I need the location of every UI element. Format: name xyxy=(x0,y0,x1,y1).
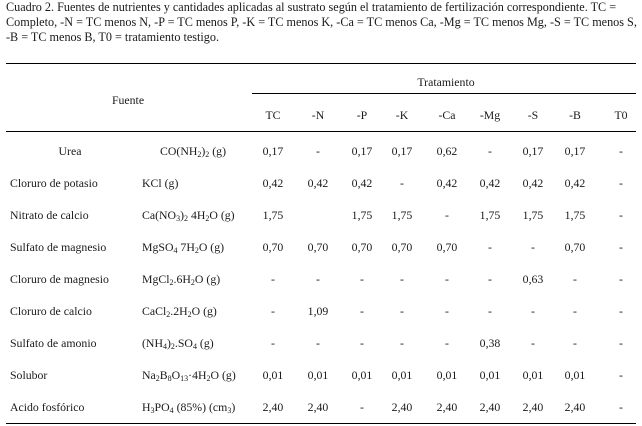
value-cell: 0,70 xyxy=(564,240,586,254)
fuente-header: Fuente xyxy=(111,93,145,107)
value-cell: - xyxy=(619,400,623,414)
value-cell: - xyxy=(531,240,535,254)
value-cell: 0,42 xyxy=(307,176,329,190)
value-cell: - xyxy=(360,400,364,414)
fuente-name: Cloruro de potasio xyxy=(10,176,98,190)
value-cell: - xyxy=(488,272,492,286)
value-cell: 2,40 xyxy=(436,400,458,414)
value-cell: 2,40 xyxy=(262,400,284,414)
value-cell: 2,40 xyxy=(479,400,501,414)
value-cell: - xyxy=(619,176,623,190)
value-cell: 0,42 xyxy=(351,176,373,190)
column-header: -N xyxy=(311,108,325,122)
value-cell: - xyxy=(400,336,404,350)
value-cell: - xyxy=(271,272,275,286)
value-cell: 0,01 xyxy=(391,368,413,382)
top-rule xyxy=(6,63,636,64)
value-cell: 1,75 xyxy=(351,208,373,222)
fuente-name: Solubor xyxy=(10,368,48,382)
value-cell: - xyxy=(619,304,623,318)
value-cell: 0,01 xyxy=(262,368,284,382)
value-cell: - xyxy=(316,272,320,286)
column-header: TC xyxy=(265,108,281,122)
value-cell: 0,01 xyxy=(351,368,373,382)
value-cell: - xyxy=(531,304,535,318)
value-cell: - xyxy=(400,176,404,190)
value-cell: 0,70 xyxy=(307,240,329,254)
value-cell: - xyxy=(573,336,577,350)
column-header: -S xyxy=(527,108,539,122)
value-cell: - xyxy=(573,304,577,318)
value-cell: - xyxy=(360,304,364,318)
value-cell: 1,75 xyxy=(564,208,586,222)
formula: $CO(NH_2)_2$ (g) xyxy=(160,144,227,159)
value-cell: 1,75 xyxy=(391,208,413,222)
column-header: T0 xyxy=(614,108,628,122)
header-rule xyxy=(6,131,636,132)
value-cell: - xyxy=(488,240,492,254)
value-cell: 2,40 xyxy=(564,400,586,414)
fuente-name: Urea xyxy=(58,144,82,158)
value-cell: - xyxy=(316,336,320,350)
value-cell: 0,42 xyxy=(436,176,458,190)
value-cell: - xyxy=(400,304,404,318)
value-cell: - xyxy=(619,272,623,286)
value-cell: 1,75 xyxy=(262,208,284,222)
fuente-name: Acido fosfórico xyxy=(10,400,85,414)
formula: $MgCl_2.6H_2O$ (g) xyxy=(142,272,221,287)
value-cell: - xyxy=(488,304,492,318)
value-cell: 0,01 xyxy=(564,368,586,382)
value-cell: 0,17 xyxy=(262,144,284,158)
value-cell: 0,42 xyxy=(262,176,284,190)
value-cell: 0,17 xyxy=(564,144,586,158)
fuente-name: Sulfato de magnesio xyxy=(10,240,107,254)
value-cell: 0,01 xyxy=(307,368,329,382)
value-cell: - xyxy=(271,304,275,318)
formula: KCl (g) xyxy=(142,176,179,190)
value-cell: 0,62 xyxy=(436,144,458,158)
value-cell: 1,75 xyxy=(479,208,501,222)
value-cell: - xyxy=(360,336,364,350)
value-cell: 0,70 xyxy=(351,240,373,254)
value-cell: - xyxy=(271,336,275,350)
value-cell: 1,09 xyxy=(307,304,329,318)
bottom-rule xyxy=(6,423,636,424)
formula: MgSO$_4$ $7H_2O$ (g) xyxy=(142,240,225,255)
value-cell: - xyxy=(619,240,623,254)
value-cell: 0,17 xyxy=(391,144,413,158)
fuente-name: Cloruro de magnesio xyxy=(10,272,109,286)
value-cell: - xyxy=(316,144,320,158)
column-header: -Mg xyxy=(479,108,501,122)
value-cell: - xyxy=(445,336,449,350)
value-cell: 0,42 xyxy=(479,176,501,190)
value-cell: 0,17 xyxy=(522,144,544,158)
table-caption: Cuadro 2. Fuentes de nutrientes y cantidades aplicadas al sustrato según el tratamiento de fertilización correspondiente. TC = Completo, -N = TC menos N, -P = TC menos P, -K = TC menos K, -Ca = TC menos Ca, -Mg = TC menos Mg, -S = TC menos S, -B = TC menos B, T0 = tratamiento testigo. xyxy=(6,0,637,44)
value-cell: - xyxy=(619,368,623,382)
fuente-name: Sulfato de amonio xyxy=(10,336,97,350)
value-cell: - xyxy=(445,304,449,318)
formula: $(NH_4)_2.SO_4$ (g) xyxy=(142,336,214,351)
value-cell: 0,42 xyxy=(564,176,586,190)
column-header: -P xyxy=(356,108,368,122)
value-cell: - xyxy=(445,272,449,286)
value-cell: 2,40 xyxy=(391,400,413,414)
column-header: -B xyxy=(569,108,581,122)
value-cell: - xyxy=(619,208,623,222)
value-cell: - xyxy=(360,272,364,286)
formula: $Ca(NO_3)_2$ $4H_2O$ (g) xyxy=(142,208,235,223)
formula: $CaCl_2.2H_2O$ (g) xyxy=(142,304,217,319)
value-cell: - xyxy=(619,336,623,350)
tratamiento-rule xyxy=(252,93,636,94)
formula: $Na_2B_8O_{13}\cdot 4H_2O$ (g) xyxy=(142,368,236,383)
value-cell: 2,40 xyxy=(522,400,544,414)
value-cell: 0,63 xyxy=(522,272,544,286)
value-cell: - xyxy=(573,272,577,286)
value-cell: - xyxy=(488,144,492,158)
value-cell: 0,17 xyxy=(351,144,373,158)
value-cell: 0,01 xyxy=(522,368,544,382)
value-cell: 0,38 xyxy=(479,336,501,350)
value-cell: 0,70 xyxy=(262,240,284,254)
value-cell: 2,40 xyxy=(307,400,329,414)
value-cell: 0,01 xyxy=(479,368,501,382)
column-header: -K xyxy=(395,108,409,122)
fuente-name: Cloruro de calcio xyxy=(10,304,92,318)
column-header: -Ca xyxy=(438,108,456,122)
formula: $H_3PO_4$ (85%) $(cm_3)$ xyxy=(142,400,236,415)
value-cell: 0,70 xyxy=(436,240,458,254)
value-cell: 1,75 xyxy=(522,208,544,222)
value-cell: - xyxy=(445,208,449,222)
tratamiento-header: Tratamiento xyxy=(417,75,475,89)
value-cell: 0,42 xyxy=(522,176,544,190)
value-cell: - xyxy=(531,336,535,350)
fuente-name: Nitrato de calcio xyxy=(10,208,89,222)
value-cell: 0,01 xyxy=(436,368,458,382)
value-cell: - xyxy=(619,144,623,158)
value-cell: 0,70 xyxy=(391,240,413,254)
value-cell: - xyxy=(400,272,404,286)
